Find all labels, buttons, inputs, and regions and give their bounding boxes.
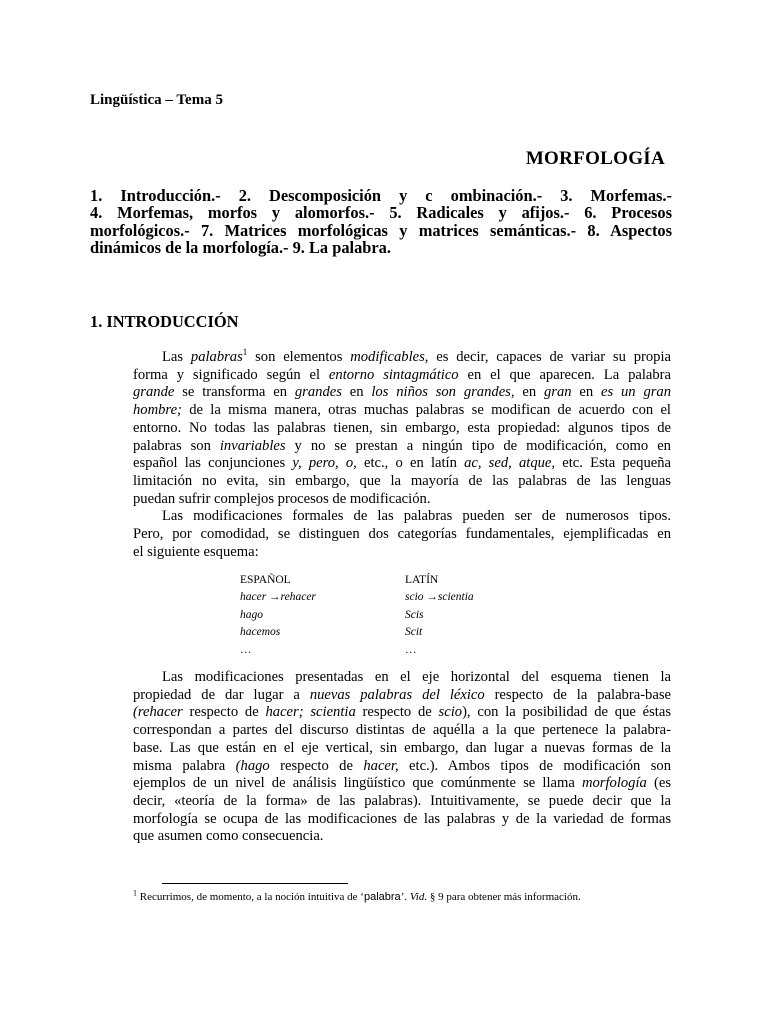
paragraph-1	[133, 349, 671, 561]
page-title: MORFOLOGÍA	[525, 148, 665, 169]
footnote-ref: 1	[242, 347, 248, 358]
text-line: misma palabra (hago respecto de hacer, etc.). Ambos tipos de modificación son	[133, 757, 672, 774]
page-header: Lingüística – Tema 5	[90, 92, 223, 108]
scheme-column-spanish	[240, 572, 316, 659]
scheme-column-latin	[405, 572, 474, 659]
scheme-cell: hacemos	[240, 626, 281, 639]
footnote-mark: 1	[133, 888, 137, 898]
text-line: limitación no evita, sin embargo, que la mayoría de las palabras de las lenguas	[133, 472, 671, 489]
scheme-cell: scio →scientia	[405, 591, 474, 604]
text-line: decir, «teoría de la forma» de las palabras). Intuitivamente, se puede decir que la	[133, 792, 671, 809]
footnote-divider	[162, 883, 348, 884]
text-line: ejemplos de un nivel de análisis lingüístico que comúnmente se llama morfología (es	[133, 775, 671, 792]
scheme-cell: …	[240, 643, 252, 656]
scheme-cell: Scis	[405, 608, 424, 621]
footnote: $^1$ Recurrimos, de momento, a la noción intuitiva de ‘palabra’. Vid. § 9 para obtener más información.	[133, 888, 581, 903]
text-line: el siguiente esquema:	[133, 543, 259, 560]
toc-line: dinámicos de la morfología.- 9. La palabra.	[90, 237, 391, 257]
text-line: propiedad de dar lugar a nuevas palabras del léxico respecto de la palabra-base	[133, 686, 671, 703]
toc-line: 1. Introducción.- 2. Descomposición y c ombinación.- 3. Morfemas.-	[90, 186, 672, 205]
section-heading: 1. INTRODUCCIÓN	[90, 312, 239, 331]
text-line: morfología se ocupa de las modificaciones de las palabras y de la variedad de formas	[133, 810, 671, 827]
toc-line: morfológicos.- 7. Matrices morfológicas y matrices semánticas.- 8. Aspectos	[90, 220, 672, 240]
scheme-cell: hago	[240, 608, 263, 621]
text-line: grande se transforma en grandes en los niños son grandes, en gran en es un gran	[133, 384, 672, 401]
scheme-header: ESPAÑOL	[240, 574, 291, 586]
text-line: forma y significado según el entorno sintagmático en el que aparecen. La palabra	[133, 366, 672, 383]
table-of-contents	[90, 187, 672, 256]
text-line: Pero, por comodidad, se distinguen dos categorías fundamentales, ejemplificadas en	[133, 526, 671, 543]
text-line: puedan sufrir complejos procesos de modificación.	[133, 490, 431, 507]
text-line: palabras son invariables y no se prestan a ningún tipo de modificación, como en	[133, 437, 671, 454]
text-line: Las modificaciones formales de las palabras pueden ser de numerosos tipos.	[162, 508, 671, 525]
text-line: correspondan a partes del discurso distintas de aquélla a la que pertenece la palabra-	[133, 722, 671, 739]
text-line: hombre; de la misma manera, otras muchas palabras se modifican de acuerdo con el	[133, 402, 671, 419]
text-line: español las conjunciones y, pero, o, etc., o en latín ac, sed, atque, etc. Esta pequeña	[133, 455, 671, 472]
toc-line: 4. Morfemas, morfos y alomorfos.- 5. Radicales y afijos.- 6. Procesos	[90, 203, 672, 223]
text-line: entorno. No todas las palabras tienen, sin embargo, esta propiedad: algunos tipos de	[133, 419, 671, 436]
scheme-cell: Scit	[405, 626, 423, 639]
text-line: Las palabras$^1$ son elementos modificables, es decir, capaces de variar su propia	[162, 347, 671, 365]
text-line: base. Las que están en el eje vertical, sin embargo, dan lugar a nuevas formas de la	[133, 739, 671, 756]
scheme-cell: …	[405, 643, 417, 656]
paragraph-2	[133, 669, 671, 846]
text-line: (rehacer respecto de hacer; scientia respecto de scio), con la posibilidad de que éstas	[133, 704, 672, 721]
scheme-cell: hacer →rehacer	[240, 591, 316, 604]
text-line: Las modificaciones presentadas en el eje horizontal del esquema tienen la	[162, 669, 671, 685]
text-line: que asumen como consecuencia.	[133, 828, 324, 845]
scheme-header: LATÍN	[405, 574, 439, 586]
